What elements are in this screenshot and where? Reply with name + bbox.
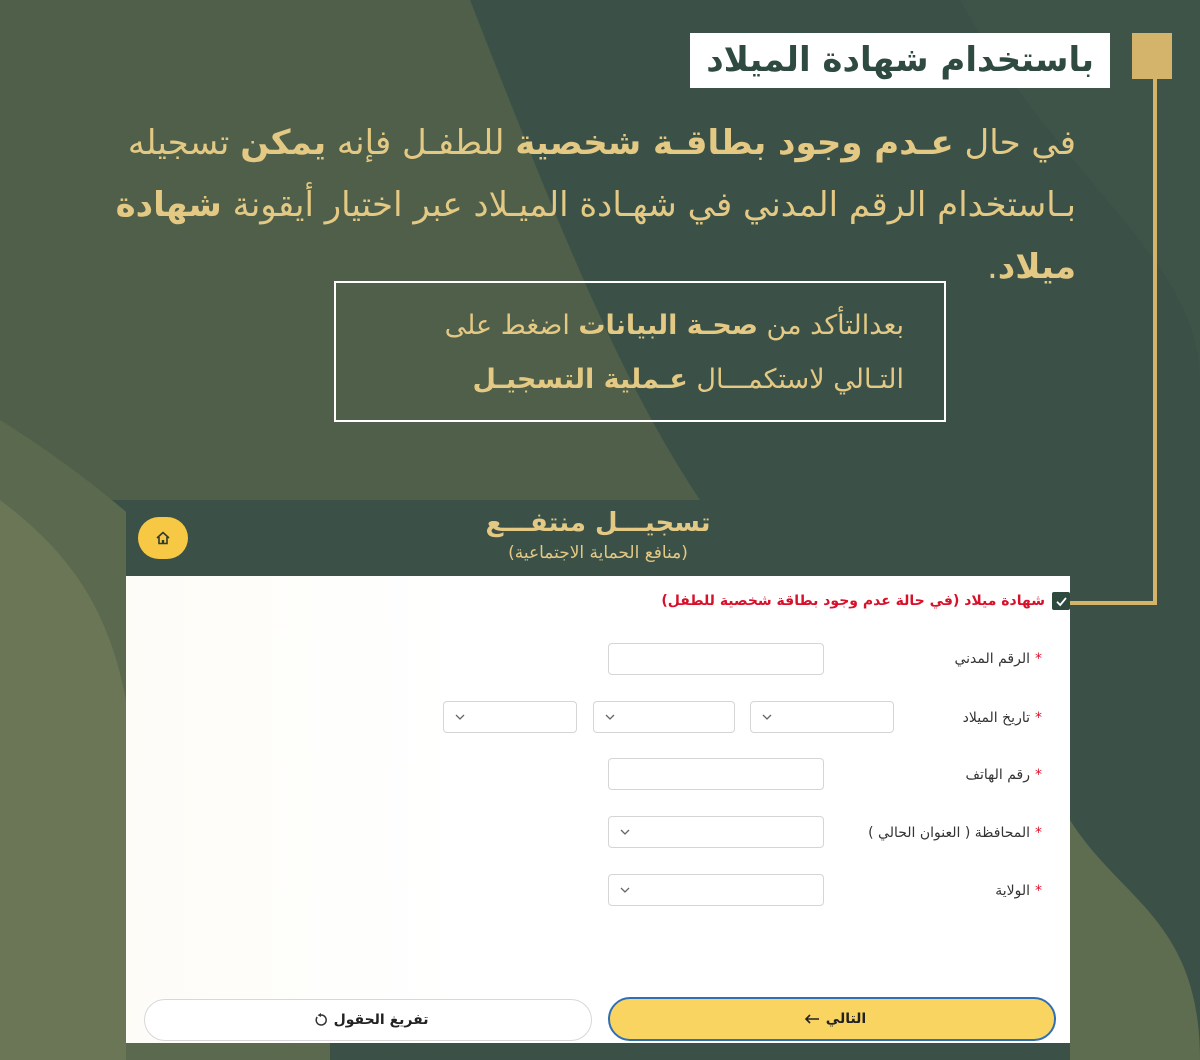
app-header — [126, 500, 1070, 576]
clear-fields-button[interactable] — [144, 999, 592, 1041]
instruction-box — [334, 281, 946, 422]
connector-line-vertical — [1153, 79, 1157, 605]
page-title: باستخدام شهادة الميلاد — [690, 33, 1110, 88]
next-button[interactable] — [608, 997, 1056, 1041]
connector-line-horizontal — [1064, 601, 1157, 605]
chevron-down-icon — [619, 826, 631, 838]
chevron-down-icon — [454, 711, 466, 723]
gold-marker — [1132, 33, 1172, 79]
arrow-left-icon — [804, 1013, 820, 1025]
civil-number-input[interactable] — [608, 643, 824, 675]
emphasis-birth-certificate: شهادة ميلاد — [115, 185, 1076, 287]
instruction-line-1: بعدالتأكد من صحـة البيانات اضغط على — [444, 310, 904, 341]
governorate-select[interactable] — [608, 816, 824, 848]
birth-certificate-option[interactable] — [661, 592, 1070, 610]
app-title: تسجيـــل منتفـــع — [485, 508, 711, 538]
birth-certificate-checkbox[interactable] — [1052, 592, 1070, 610]
instruction-line-2: التـالي لاستكمـــال عـملية التسجيـل — [472, 364, 904, 395]
chevron-down-icon — [619, 884, 631, 896]
reset-icon — [314, 1013, 328, 1027]
form-body — [126, 576, 1070, 1043]
phone-input[interactable] — [608, 758, 824, 790]
birth-certificate-label: شهادة ميلاد (في حالة عدم وجود بطاقة شخصية للطفل) — [661, 593, 1045, 609]
next-label: التالي — [825, 1011, 867, 1027]
birth-day-select[interactable] — [750, 701, 894, 733]
birth-month-select[interactable] — [593, 701, 735, 733]
chevron-down-icon — [604, 711, 616, 723]
check-icon — [1055, 595, 1068, 608]
civil-number-label: *الرقم المدني — [954, 651, 1042, 667]
clear-fields-label: تفريغ الحقول — [333, 1012, 429, 1028]
wilayat-select[interactable] — [608, 874, 824, 906]
chevron-down-icon — [761, 711, 773, 723]
app-subtitle: (منافع الحماية الاجتماعية) — [508, 543, 688, 563]
registration-form-screenshot — [126, 500, 1070, 1043]
wilayat-label: *الولاية — [995, 883, 1042, 899]
governorate-label: *المحافظة ( العنوان الحالي ) — [868, 825, 1042, 841]
phone-label: *رقم الهاتف — [965, 767, 1042, 783]
emphasis-no-id-card: عـدم وجود بطاقـة شخصية — [515, 123, 954, 163]
birth-year-select[interactable] — [443, 701, 577, 733]
intro-paragraph: في حال عـدم وجود بطاقـة شخصية للطفـل فإنه يمكن تسجيله بـاستخدام الرقم المدني في شهـادة الميـلاد عبر اختيار أيقونة شهادة ميلاد. — [115, 123, 1076, 287]
birth-date-label: *تاريخ الميلاد — [962, 710, 1042, 726]
emphasis-can: يمكن — [240, 123, 327, 163]
